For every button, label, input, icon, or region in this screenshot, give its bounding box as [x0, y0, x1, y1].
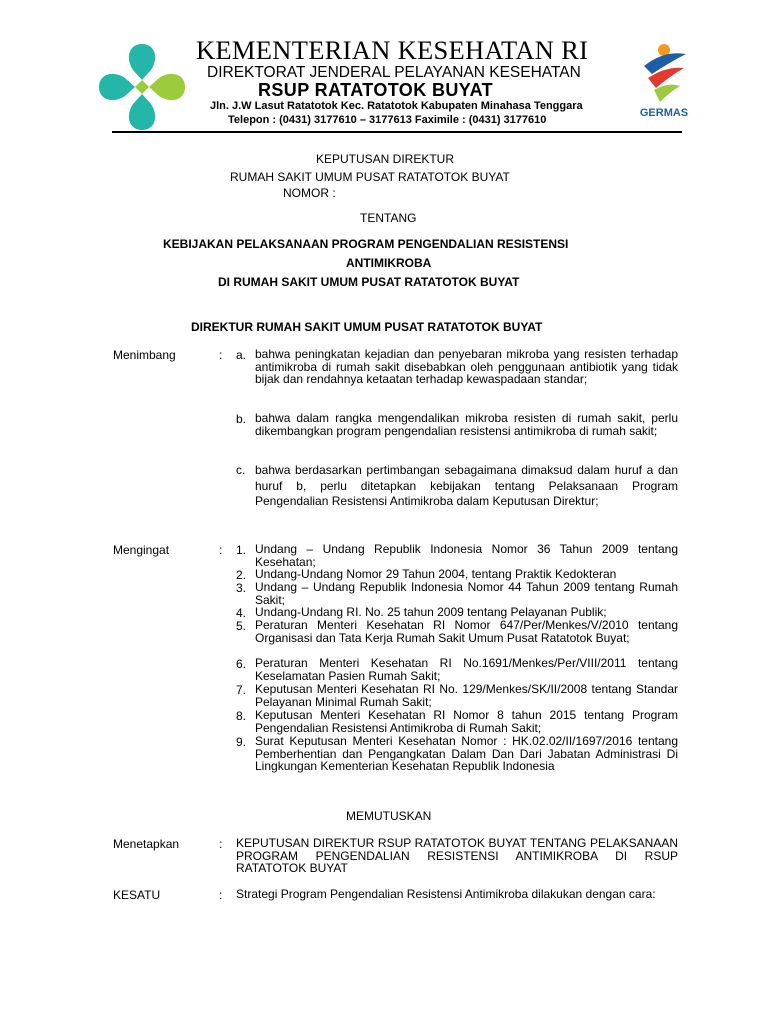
menimbang-item-a: bahwa peningkatan kejadian dan penyebaran mikroba yang resisten terhadap antimikroba di rumah sakit disebabkan oleh penggunaan antibiotik yang tidak bijak dan rendahnya ketaatan terhadap kewaspadaan standar; — [255, 347, 678, 386]
decree-subject-line-1: KEBIJAKAN PELAKSANAAN PROGRAM PENGENDALIAN RESISTENSI — [163, 237, 569, 251]
mengingat-item: Keputusan Menteri Kesehatan RI Nomor 8 tahun 2015 tentang Program Pengendalian Resistensi Antimikroba di Rumah Sakit; — [255, 708, 678, 735]
menimbang-marker-a: a. — [236, 348, 247, 362]
menimbang-marker-b: b. — [236, 412, 247, 426]
menimbang-item-c: bahwa berdasarkan pertimbangan sebagaimana dimaksud dalam huruf a dan huruf b, perlu ditetapkan kebijakan tentang Pelaksanaan Program Pengendalian Resistensi Antimikroba dalam Keputusan Direktur; — [255, 463, 678, 508]
mengingat-marker: 4. — [236, 606, 247, 620]
menimbang-item-b: bahwa dalam rangka mengendalikan mikroba resisten di rumah sakit, perlu dikembangkan program pengendalian resistensi antimikroba di rumah sakit; — [255, 411, 678, 438]
decree-number: NOMOR : — [283, 186, 336, 200]
mengingat-marker: 2. — [236, 568, 247, 582]
letterhead-divider — [112, 131, 682, 133]
decree-title: KEPUTUSAN DIREKTUR — [316, 152, 455, 166]
hospital-phone: Telepon : (0431) 3177610 – 3177613 Faximile : (0431) 3177610 — [228, 114, 547, 126]
menetapkan-colon: : — [219, 837, 223, 851]
mengingat-marker: 8. — [236, 709, 247, 723]
menetapkan-text: KEPUTUSAN DIREKTUR RSUP RATATOTOK BUYAT TENTANG PELAKSANAAN PROGRAM PENGENDALIAN RESISTENSI ANTIMIKROBA DI RSUP RATATOTOK BUYAT — [236, 836, 678, 875]
mengingat-marker: 1. — [236, 543, 247, 557]
mengingat-item: Surat Keputusan Menteri Kesehatan Nomor : HK.02.02/II/1697/2016 tentang Pemberhentian dan Pengangkatan Dalam Dan Dari Jabatan Administrasi Di Lingkungan Kementerian Kesehatan Republik Indonesia — [255, 734, 678, 773]
mengingat-item: Peraturan Menteri Kesehatan RI No.1691/Menkes/Per/VIII/2011 tentang Keselamatan Pasien Rumah Sakit; — [255, 656, 678, 683]
mengingat-label: Mengingat — [113, 543, 170, 557]
hospital-address: Jln. J.W Lasut Ratatotok Kec. Ratatotok Kabupaten Minahasa Tenggara — [210, 100, 583, 112]
ministry-of-health-logo-icon — [95, 40, 189, 134]
menetapkan-label: Menetapkan — [113, 837, 180, 851]
mengingat-marker: 6. — [236, 657, 247, 671]
ministry-title: KEMENTERIAN KESEHATAN RI — [196, 35, 589, 65]
mengingat-marker: 9. — [236, 735, 247, 749]
mengingat-item: Peraturan Menteri Kesehatan RI Nomor 647/Per/Menkes/V/2010 tentang Organisasi dan Tata Kerja Rumah Sakit Umum Pusat Ratatotok Buyat; — [255, 618, 678, 645]
hospital-title: RSUP RATATOTOK BUYAT — [258, 80, 494, 100]
mengingat-item: Undang – Undang Republik Indonesia Nomor 36 Tahun 2009 tentang Kesehatan; — [255, 542, 678, 569]
mengingat-item: Undang – Undang Republik Indonesia Nomor 44 Tahun 2009 tentang Rumah Sakit; — [255, 580, 678, 607]
germas-label: GERMAS — [639, 107, 689, 119]
decree-institution: RUMAH SAKIT UMUM PUSAT RATATOTOK BUYAT — [230, 170, 510, 184]
decree-issuer: DIREKTUR RUMAH SAKIT UMUM PUSAT RATATOTOK BUYAT — [191, 320, 543, 334]
kesatu-colon: : — [219, 888, 223, 902]
directorate-title: DIREKTORAT JENDERAL PELAYANAN KESEHATAN — [207, 64, 581, 81]
mengingat-marker: 7. — [236, 683, 247, 697]
decree-subject-line-3: DI RUMAH SAKIT UMUM PUSAT RATATOTOK BUYAT — [218, 275, 520, 289]
mengingat-marker: 3. — [236, 581, 247, 595]
germas-logo-icon — [634, 40, 694, 122]
decree-subject-line-2: ANTIMIKROBA — [346, 256, 432, 270]
menimbang-label: Menimbang — [113, 348, 176, 362]
menimbang-colon: : — [219, 348, 223, 362]
mengingat-item: Undang-Undang Nomor 29 Tahun 2004, tentang Praktik Kedokteran — [255, 567, 617, 581]
mengingat-item: Keputusan Menteri Kesehatan RI No. 129/Menkes/SK/II/2008 tentang Standar Pelayanan Minimal Rumah Sakit; — [255, 682, 678, 709]
menimbang-marker-c: c. — [236, 463, 246, 477]
kesatu-label: KESATU — [113, 888, 161, 902]
decree-tentang: TENTANG — [360, 211, 417, 225]
mengingat-item: Undang-Undang RI. No. 25 tahun 2009 tentang Pelayanan Publik; — [255, 605, 607, 619]
mengingat-marker: 5. — [236, 619, 247, 633]
memutuskan-heading: MEMUTUSKAN — [346, 809, 432, 823]
kesatu-text: Strategi Program Pengendalian Resistensi Antimikroba dilakukan dengan cara: — [236, 887, 656, 901]
mengingat-colon: : — [219, 543, 223, 557]
